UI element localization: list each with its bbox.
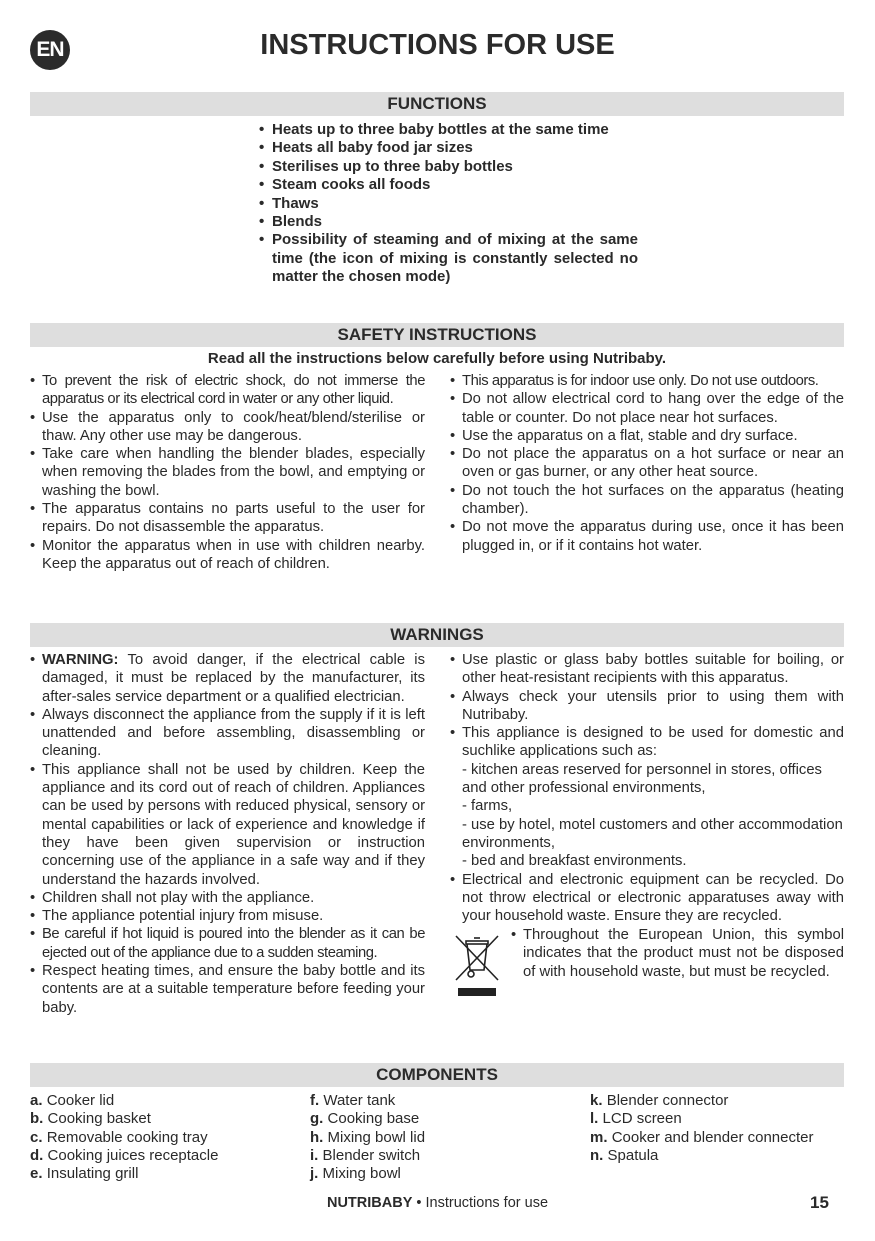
list-item: • Children shall not play with the appliance. [30,889,425,907]
domestic-intro: This appliance is designed to be used for domestic and suchlike applications such as: [462,725,844,760]
list-item: • Electrical and electronic equipment can be recycled. Do not throw electrical or electronic apparatuses away with your household waste. Ensure they are recycled. [450,871,844,926]
functions-list [258,121,638,287]
component-key: k. [590,1092,603,1109]
domestic-item: - use by hotel, motel customers and other accommodation environments, [462,816,843,851]
list-item: • Use plastic or glass baby bottles suitable for boiling, or other heat-resistant recipients with this apparatus. [450,651,844,688]
components-list-1 [30,1092,218,1183]
component-label: Blender connector [606,1092,729,1109]
warnings-left-list [30,651,425,1017]
list-item: • Respect heating times, and ensure the baby bottle and its contents are at a suitable temperature before feeding your baby. [30,962,425,1017]
list-item: • This appliance shall not be used by children. Keep the appliance and its cord out of reach of children. Appliances can be used by persons with reduced physical, sensory or mental capabilities or lack of experience and knowledge if they have been given supervision or instruction concerning use of the appliance in a safe way and if they understand the hazards involved. [30,761,425,889]
component-key: i. [310,1146,319,1164]
list-item: • Do not move the apparatus during use, once it has been plugged in, or if it contains hot water. [450,518,844,555]
component-key: e. [30,1165,43,1183]
list-item [310,1110,425,1128]
footer-text: Instructions for use [425,1195,549,1211]
list-item [310,1092,425,1110]
list-item: • The apparatus contains no parts useful to the user for repairs. Do not disassemble the apparatus. [30,500,425,537]
list-item [450,724,844,870]
list-item: • Do not place the apparatus on a hot surface or near an oven or gas burner, or any other heat source. [450,445,844,482]
list-item: • Sterilises up to three baby bottles [258,158,638,176]
component-key: a. [30,1092,43,1109]
list-item: • To prevent the risk of electric shock, do not immerse the apparatus or its electrical cord in water or any other liquid. [30,372,425,409]
components-list-2 [310,1092,425,1183]
warning-label: WARNING: [42,652,119,668]
page-number: 15 [810,1193,829,1212]
list-item [590,1129,813,1147]
footer-separator: • [412,1195,426,1211]
safety-intro: Read all the instructions below carefully before using Nutribaby. [207,350,667,367]
functions-heading: FUNCTIONS [30,92,844,116]
list-item [310,1147,425,1165]
list-item: • Use the apparatus on a flat, stable and dry surface. [450,427,844,445]
domestic-item: - farms, [462,798,513,815]
list-item [30,1092,218,1110]
component-label: Cooker and blender connecter [611,1128,814,1146]
component-key: b. [30,1110,44,1128]
list-item [30,651,425,706]
list-item: • Use the apparatus only to cook/heat/blend/sterilise or thaw. Any other use may be dangerous. [30,409,425,446]
list-item [590,1110,813,1128]
component-label: Water tank [323,1092,396,1109]
list-item: • Do not allow electrical cord to hang over the edge of the table or counter. Do not place near hot surfaces. [450,390,844,427]
component-key: f. [310,1092,320,1109]
list-item: • Do not touch the hot surfaces on the apparatus (heating chamber). [450,482,844,519]
safety-right-list [450,372,844,555]
page-title: INSTRUCTIONS FOR USE [260,29,615,61]
components-heading: COMPONENTS [30,1063,844,1087]
list-item: • This apparatus is for indoor use only. Do not use outdoors. [450,372,844,390]
list-item: • Always disconnect the appliance from the supply if it is left unattended and before assembling, disassembling or cleaning. [30,706,425,761]
list-item [30,1110,218,1128]
list-item: • Possibility of steaming and of mixing at the same time (the icon of mixing is constantly selected no matter the chosen mode) [258,231,638,286]
component-key: d. [30,1146,44,1164]
list-item: • Monitor the apparatus when in use with children nearby. Keep the apparatus out of reach of children. [30,537,425,574]
list-item: • Be careful if hot liquid is poured into the blender as it can be ejected out of the appliance due to a sudden steaming. [30,925,425,962]
warnings-right-list [450,651,844,925]
list-item: • The appliance potential injury from misuse. [30,907,425,925]
footer-brand: NUTRIBABY [326,1195,413,1211]
list-item: • Blends [258,213,638,231]
list-item [30,1165,218,1183]
safety-heading: SAFETY INSTRUCTIONS [30,323,844,347]
list-item: • Heats all baby food jar sizes [258,139,638,157]
list-item: • Steam cooks all foods [258,176,638,194]
component-key: l. [590,1110,599,1128]
language-badge: EN [30,30,70,70]
list-item [30,1147,218,1165]
component-label: Cooking base [327,1110,420,1128]
list-item [30,1129,218,1147]
list-item: • Take care when handling the blender blades, especially when removing the blades from the bowl, and emptying or washing the bowl. [30,445,425,500]
list-item [590,1092,813,1110]
component-label: Cooker lid [46,1092,115,1109]
crossed-out-wheelie-bin-icon [452,930,502,998]
warnings-heading: WARNINGS [30,623,844,647]
component-key: g. [310,1110,324,1128]
eu-disposal-note: • Throughout the European Union, this symbol indicates that the product must not be disposed of with household waste, but must be recycled. [511,926,844,981]
component-label: Cooking juices receptacle [47,1146,219,1164]
list-item [310,1165,425,1183]
warning-text: To avoid danger, if the electrical cable is damaged, it must be replaced by the manufacturer, its after-sales service department or a qualified electrician. [42,652,425,705]
component-label: Cooking basket [47,1110,151,1128]
list-item: • Always check your utensils prior to using them with Nutribaby. [450,688,844,725]
component-label: Spatula [607,1146,659,1164]
list-item: • Thaws [258,195,638,213]
component-key: n. [590,1146,604,1164]
component-key: m. [590,1128,608,1146]
component-key: c. [30,1128,43,1146]
components-list-3 [590,1092,813,1165]
domestic-item: - bed and breakfast environments. [462,853,687,870]
component-label: Insulating grill [46,1165,139,1183]
component-key: h. [310,1128,324,1146]
list-item [310,1129,425,1147]
component-label: Blender switch [322,1146,421,1164]
list-item: • Heats up to three baby bottles at the same time [258,121,638,139]
component-label: Mixing bowl lid [327,1128,426,1146]
component-label: Mixing bowl [322,1165,401,1183]
component-label: LCD screen [602,1110,682,1128]
page-footer [0,1195,875,1211]
list-item [590,1147,813,1165]
component-key: j. [310,1165,319,1183]
component-label: Removable cooking tray [46,1128,208,1146]
domestic-item: - kitchen areas reserved for personnel in stores, offices and other professional environments, [462,761,822,797]
safety-left-list [30,372,425,573]
